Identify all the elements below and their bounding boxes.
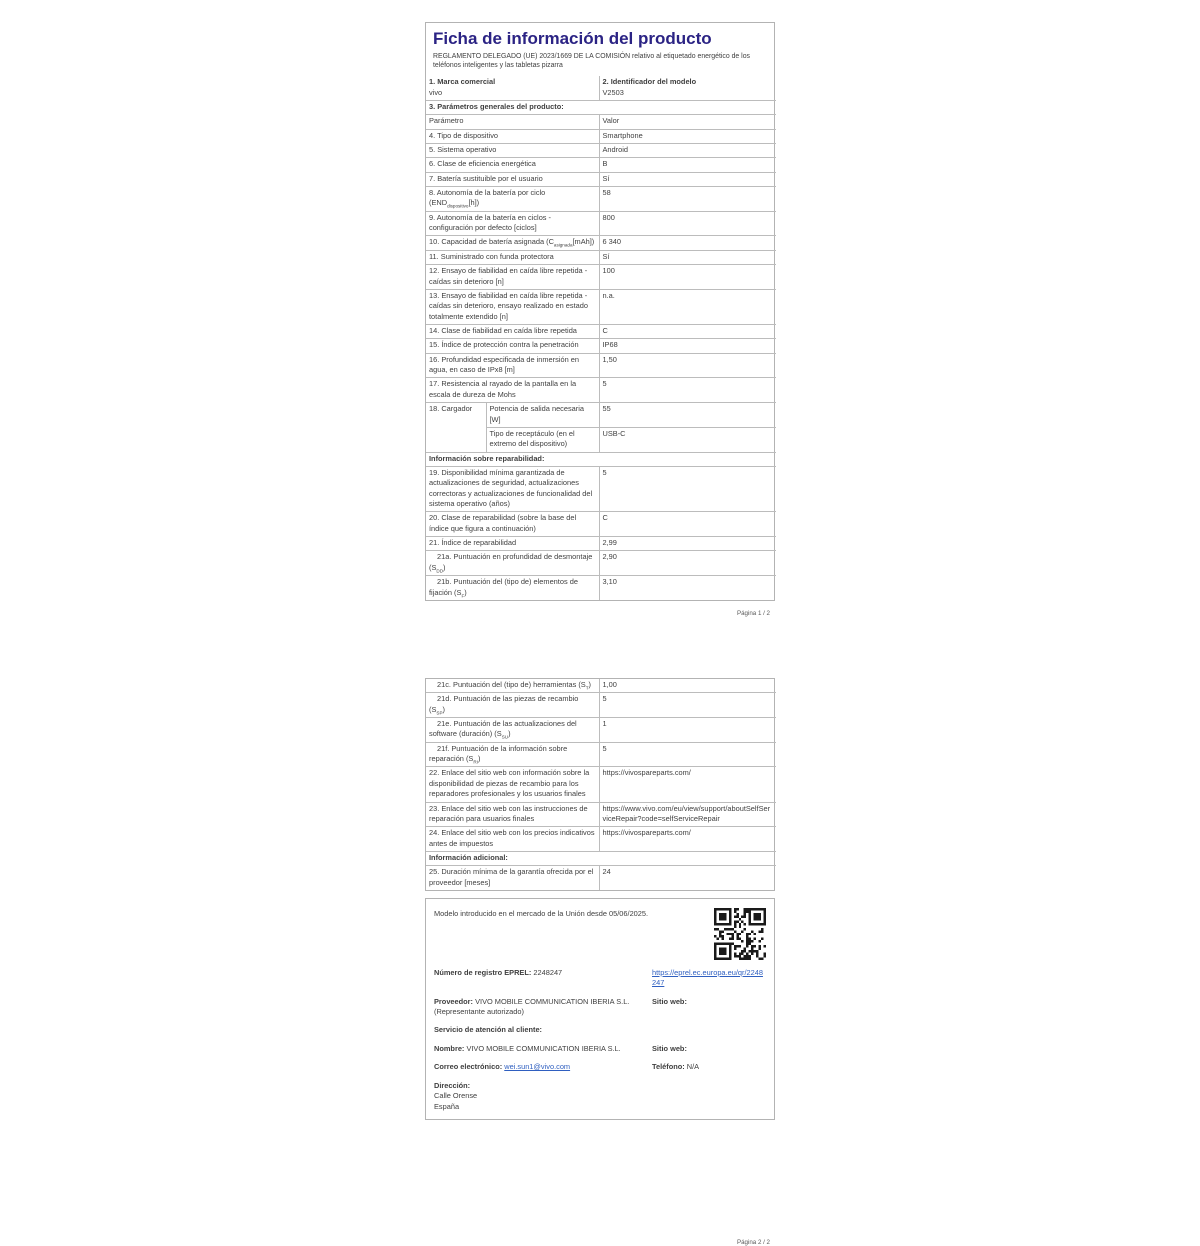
param-label-cell: 13. Ensayo de fiabilidad en caída libre repetida - caídas sin deterioro, ensayo realizado en estado totalmente extendido [n] [426,289,599,324]
name-label: Nombre: [434,1043,465,1053]
param-value-cell: 24 [599,866,776,890]
table-row [426,378,776,403]
param-label-cell: 21f. Puntuación de la información sobre reparación $(S_{RI})$ [426,742,599,767]
table-row [426,512,776,537]
param-label-cell: 25. Duración mínima de la garantía ofrecida por el proveedor [meses] [426,866,599,890]
param-value-cell: https://www.vivo.com/eu/view/support/aboutSelfServiceRepair?code=selfServiceRepair [599,802,776,827]
eprel-contact-box [425,898,775,1120]
param-value-cell: 1,50 [599,353,776,378]
table-row [426,551,776,576]
table-row [426,289,776,324]
param-label-cell: Parámetro [426,115,599,129]
table-row [426,679,776,693]
product-parameters-table [426,76,776,600]
supplier-label: Proveedor: [434,996,474,1006]
param-value-cell: USB-C [599,427,776,452]
param-value-cell: https://vivospareparts.com/ [599,827,776,852]
email-label: Correo electrónico: [434,1062,503,1072]
param-value-cell: https://vivospareparts.com/ [599,767,776,802]
repairability-table [426,679,776,890]
param-value-cell: C [599,512,776,537]
param-value-cell: 800 [599,211,776,236]
website-label: Sitio web: [652,996,687,1006]
section-row [426,452,776,466]
address-line-1: Calle Orense [434,1091,478,1101]
table-row [426,742,776,767]
param-value-cell: 100 [599,265,776,290]
param-label-cell: 6. Clase de eficiencia energética [426,158,599,172]
param-label-cell: 21e. Puntuación de las actualizaciones del software (duración) $(S_{SU})$ [426,717,599,742]
param-value-cell: IP68 [599,339,776,353]
param-label-cell: 22. Enlace del sitio web con información sobre la disponibilidad de piezas de recambio para los reparadores profesionales y los usuarios finales [426,767,599,802]
table-row [426,866,776,890]
param-label-cell: 7. Batería sustituible por el usuario [426,172,599,186]
param-label-cell: 5. Sistema operativo [426,143,599,157]
param-label-cell: 21d. Puntuación de las piezas de recambio $(S_{SP})$ [426,693,599,718]
head-cell: 2. Identificador del modelo V2503 [599,76,776,100]
section-row [426,851,776,865]
param-value-cell: B [599,158,776,172]
address-row [426,1081,774,1113]
table-row [426,187,776,212]
param-label-cell: 20. Clase de reparabilidad (sobre la base del índice que figura a continuación) [426,512,599,537]
param-value-cell: 3,10 [599,576,776,600]
param-label-cell: 17. Resistencia al rayado de la pantalla en la escala de dureza de Mohs [426,378,599,403]
supplier-name: VIVO MOBILE COMMUNICATION IBERIA S.L. (Representante autorizado) [434,996,630,1017]
param-label-cell: Tipo de receptáculo (en el extremo del dispositivo) [486,427,599,452]
regulation-text: REGLAMENTO DELEGADO (UE) 2023/1669 DE LA COMISIÓN relativo al etiquetado energético de los teléfonos inteligentes y las tabletas pizarra [433,52,750,69]
param-label-cell: 24. Enlace del sitio web con los precios indicativos antes de impuestos [426,827,599,852]
page1-footer: Página 1 / 2 [736,609,770,617]
head-cell: 1. Marca comercial vivo [426,76,599,100]
param-value-cell: Valor [599,115,776,129]
table-row [426,537,776,551]
customer-service-header: Servicio de atención al cliente: [434,1025,543,1035]
table-row [426,172,776,186]
document-column [425,22,775,1246]
param-label-cell: 10. Capacidad de batería asignada $(C_{asignada}[mAh])$ [426,236,599,250]
email-link[interactable]: wei.sun1@vivo.com [504,1062,571,1072]
param-value-cell: 5 [599,466,776,511]
table-row [426,767,776,802]
param-label-cell: 16. Profundidad especificada de inmersión en agua, en caso de IPx8 [m] [426,353,599,378]
eprel-row [426,968,774,989]
eprel-number: 2248247 [533,968,563,978]
address-label: Dirección: [434,1080,471,1090]
param-label-cell: 19. Disponibilidad mínima garantizada de actualizaciones de seguridad, actualizaciones correctoras y actualizaciones de funcionalidad del sistema operativo (años) [426,466,599,511]
param-label-cell: 9. Autonomía de la batería en ciclos - configuración por defecto [ciclos] [426,211,599,236]
table-row [426,339,776,353]
market-intro-row [426,908,774,960]
param-label-cell: 12. Ensayo de fiabilidad en caída libre repetida - caídas sin deterioro [n] [426,265,599,290]
customer-service-header-row [426,1025,774,1035]
param-label-cell: 14. Clase de fiabilidad en caída libre repetida [426,325,599,339]
qr-code [714,908,766,960]
param-label-cell: 4. Tipo de dispositivo [426,129,599,143]
eprel-label: Número de registro EPREL: [434,968,532,978]
table-row [426,250,776,264]
table-row [426,325,776,339]
param-value-cell: n.a. [599,289,776,324]
table-row [426,717,776,742]
param-label-cell: 15. Índice de protección contra la penetración [426,339,599,353]
section-row [426,100,776,114]
param-value-cell: Smartphone [599,129,776,143]
param-value-cell: 6 340 [599,236,776,250]
market-intro-text: Modelo introducido en el mercado de la Unión desde 05/06/2025. [434,909,649,919]
page2-sheet [425,678,775,891]
table-row [426,143,776,157]
service-name: VIVO MOBILE COMMUNICATION IBERIA S.L. [466,1043,621,1053]
service-name-row [426,1044,774,1054]
table-row [426,211,776,236]
table-row [426,158,776,172]
table-row [426,827,776,852]
phone-value: N/A [686,1062,700,1072]
param-label-cell: 21. Índice de reparabilidad [426,537,599,551]
param-value-cell: Sí [599,172,776,186]
param-value-cell: 55 [599,403,776,428]
param-label-cell: 11. Suministrado con funda protectora [426,250,599,264]
brand-model-row [426,76,776,100]
param-label-cell: 23. Enlace del sitio web con las instrucciones de reparación para usuarios finales [426,802,599,827]
table-row [426,115,776,129]
page-title: Ficha de información del producto [433,29,712,48]
table-row [426,129,776,143]
param-label-cell: Potencia de salida necesaria [W] [486,403,599,428]
param-label-cell: 8. Autonomía de la batería por ciclo $(END_{dispositivo}[h])$ [426,187,599,212]
page1-sheet [425,22,775,601]
eprel-link[interactable]: https://eprel.ec.europa.eu/qr/2248247 [652,968,763,988]
param-value-cell: Sí [599,250,776,264]
email-phone-row [426,1062,774,1072]
table-row [426,802,776,827]
supplier-row [426,997,774,1018]
param-value-cell: Android [599,143,776,157]
param-label-cell: 21c. Puntuación del (tipo de) herramientas $(S_T)$ [426,679,599,693]
charger-group-cell: 18. Cargador [426,403,486,452]
address-line-2: España [434,1102,460,1111]
param-value-cell: 5 [599,693,776,718]
param-value-cell: 2,90 [599,551,776,576]
table-row [426,236,776,250]
table-row [426,353,776,378]
table-row [426,265,776,290]
section-header: Información sobre reparabilidad: [426,452,776,466]
table-row [426,576,776,600]
param-value-cell: 1,00 [599,679,776,693]
page2-footer: Página 2 / 2 [736,1238,770,1246]
param-value-cell: 58 [599,187,776,212]
param-value-cell: 2,99 [599,537,776,551]
website2-label: Sitio web: [652,1043,687,1053]
param-value-cell: 5 [599,742,776,767]
table-row [426,466,776,511]
param-label-cell: 21a. Puntuación en profundidad de desmontaje $(S_{DD})$ [426,551,599,576]
section-header: 3. Parámetros generales del producto: [426,100,776,114]
phone-label: Teléfono: [652,1062,685,1072]
table-row [426,693,776,718]
param-label-cell: 21b. Puntuación del (tipo de) elementos de fijación $(S_F)$ [426,576,599,600]
section-header: Información adicional: [426,851,776,865]
param-value-cell: 1 [599,717,776,742]
charger-row [426,403,776,428]
param-value-cell: 5 [599,378,776,403]
param-value-cell: C [599,325,776,339]
